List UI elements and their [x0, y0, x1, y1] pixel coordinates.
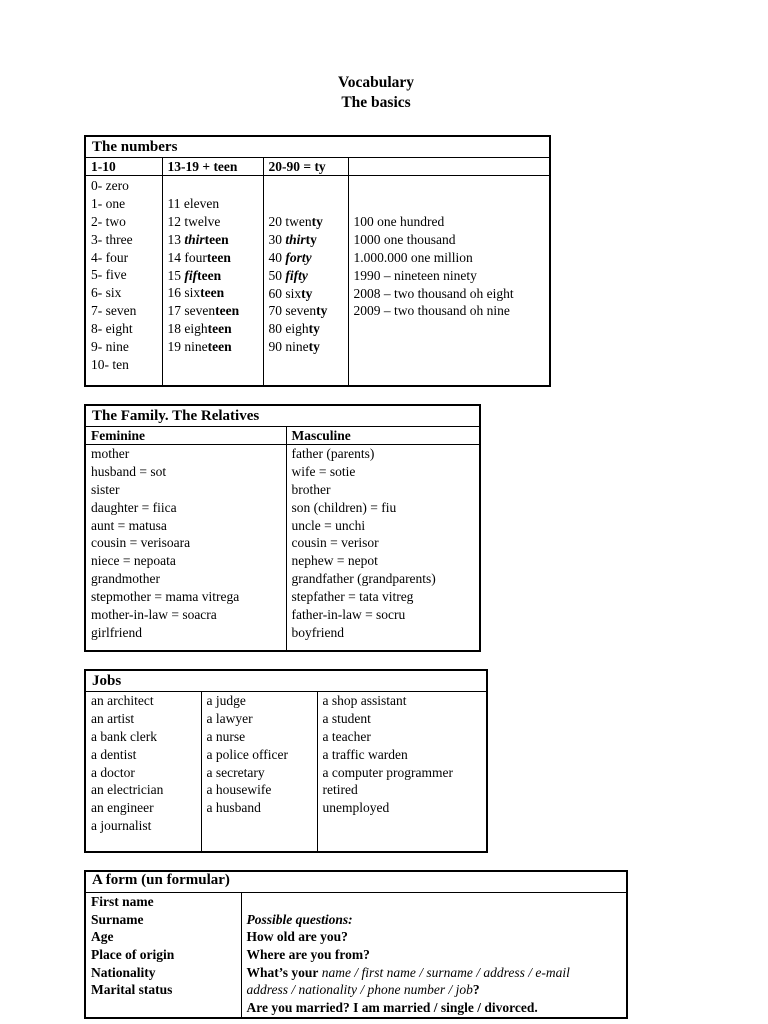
number-item: 13 thirteen [167, 231, 229, 247]
question-whats-your-cont: address / nationality / phone number / job? [246, 982, 480, 998]
number-item: 1.000.000 one million [353, 249, 473, 265]
family-item: mother-in-law = soacra [91, 607, 217, 623]
document-title: Vocabulary [337, 74, 415, 91]
jobs-caption: Jobs [85, 670, 487, 692]
form-label-marital-status: Marital status [91, 982, 173, 998]
number-item: 17 seventeen [167, 303, 240, 319]
number-item: 30 thirty [268, 231, 317, 247]
job-item: an architect [91, 693, 154, 708]
job-item: a computer programmer [322, 764, 453, 780]
family-item: grandmother [91, 571, 160, 587]
family-col-feminine [85, 445, 286, 652]
number-item: 1990 – nineteen ninety [353, 267, 477, 283]
number-item: 12 twelve [167, 213, 221, 229]
family-item: niece = nepoata [91, 553, 176, 569]
job-item: a doctor [91, 764, 135, 780]
family-item: mother [91, 446, 130, 461]
job-item: a housewife [206, 782, 272, 798]
form-table [84, 870, 628, 1019]
job-item: a teacher [322, 728, 371, 744]
number-item: 40 forty [268, 249, 312, 265]
number-item: 90 ninety [268, 339, 320, 355]
family-item: sister [91, 481, 120, 497]
job-item: a bank clerk [91, 728, 157, 744]
number-item: 3- three [91, 231, 133, 247]
number-item: 6- six [91, 285, 122, 301]
jobs-col-3 [317, 692, 487, 853]
family-item: father (parents) [291, 446, 375, 461]
number-item: 16 sixteen [167, 285, 225, 301]
family-item: nephew = nepot [291, 553, 378, 569]
job-item: a dentist [91, 746, 137, 762]
numbers-col-large [348, 176, 550, 387]
number-item: 1- one [91, 195, 126, 211]
form-label-surname: Surname [91, 911, 144, 927]
job-item: a police officer [206, 746, 288, 762]
number-item: 70 seventy [268, 303, 328, 319]
number-item: 18 eighteen [167, 321, 232, 337]
numbers-header-empty [348, 158, 550, 176]
numbers-col-units [85, 176, 162, 387]
job-item: an artist [91, 710, 135, 726]
numbers-table [84, 135, 551, 387]
family-header-masculine: Masculine [286, 427, 480, 445]
number-item: 100 one hundred [353, 214, 445, 229]
family-caption: The Family. The Relatives [85, 405, 480, 427]
possible-questions-heading: Possible questions: [246, 911, 353, 927]
number-item: 20 twenty [268, 214, 323, 229]
job-item: a shop assistant [322, 693, 407, 708]
number-item: 10- ten [91, 356, 129, 372]
family-item: grandfather (grandparents) [291, 571, 436, 587]
numbers-col-tens [263, 176, 348, 387]
form-label-nationality: Nationality [91, 964, 156, 980]
number-item: 4- four [91, 249, 129, 265]
form-questions [241, 893, 627, 1018]
family-item: aunt = matusa [91, 517, 167, 533]
numbers-caption: The numbers [85, 136, 550, 158]
family-item: boyfriend [291, 624, 344, 640]
family-item: brother [291, 481, 331, 497]
number-item: 50 fifty [268, 267, 308, 283]
number-item: 80 eighty [268, 321, 320, 337]
family-item: cousin = verisoara [91, 535, 191, 551]
family-item: stepfather = tata vitreg [291, 589, 414, 605]
number-item: 19 nineteen [167, 339, 232, 355]
question-whats-your: What’s your name / first name / surname / address / e-mail [246, 964, 570, 980]
family-item: uncle = unchi [291, 517, 366, 533]
family-item: husband = sot [91, 463, 167, 479]
numbers-header-ty: 20-90 = ty [263, 158, 348, 176]
job-item: a secretary [206, 764, 265, 780]
jobs-col-1 [85, 692, 201, 853]
family-item: girlfriend [91, 624, 142, 640]
family-header-feminine: Feminine [85, 427, 286, 445]
form-label-first-name: First name [91, 894, 154, 909]
job-item: a student [322, 710, 371, 726]
question-age: How old are you? [246, 929, 348, 945]
job-item: an electrician [91, 782, 164, 798]
job-item: an engineer [91, 800, 154, 816]
job-item: a traffic warden [322, 746, 408, 762]
form-caption: A form (un formular) [85, 871, 627, 893]
job-item: a husband [206, 800, 261, 816]
family-item: stepmother = mama vitrega [91, 589, 240, 605]
form-label-age: Age [91, 929, 114, 945]
numbers-header-teen: 13-19 + teen [162, 158, 263, 176]
number-item: 15 fifteen [167, 267, 222, 283]
form-label-place-of-origin: Place of origin [91, 947, 175, 963]
number-item: 7- seven [91, 303, 137, 319]
number-item: 2009 – two thousand oh nine [353, 303, 510, 319]
family-item: daughter = fiica [91, 499, 177, 515]
job-item: a judge [206, 693, 246, 708]
jobs-table [84, 669, 488, 853]
family-col-masculine [286, 445, 480, 652]
number-item: 2- two [91, 213, 126, 229]
document-subtitle: The basics [341, 94, 411, 111]
number-item: 0- zero [91, 178, 129, 193]
number-item: 8- eight [91, 321, 133, 337]
job-item: a lawyer [206, 710, 253, 726]
number-item: 9- nine [91, 339, 129, 355]
number-item: 11 eleven [167, 196, 220, 211]
job-item: unemployed [322, 800, 390, 816]
job-item: a nurse [206, 728, 246, 744]
number-item: 1000 one thousand [353, 231, 456, 247]
family-table [84, 404, 481, 652]
number-item: 14 fourteen [167, 249, 231, 265]
job-item: a journalist [91, 818, 152, 834]
numbers-col-teens [162, 176, 263, 387]
number-item: 60 sixty [268, 285, 313, 301]
question-married: Are you married? I am married / single / divorced. [246, 1000, 538, 1016]
number-item: 5- five [91, 267, 127, 283]
family-item: father-in-law = socru [291, 607, 406, 623]
jobs-col-2 [201, 692, 317, 853]
question-origin: Where are you from? [246, 947, 370, 963]
number-item: 2008 – two thousand oh eight [353, 285, 514, 301]
family-item: cousin = verisor [291, 535, 379, 551]
family-item: wife = sotie [291, 463, 356, 479]
family-item: son (children) = fiu [291, 499, 397, 515]
job-item: retired [322, 782, 358, 798]
numbers-header-1-10: 1-10 [85, 158, 162, 176]
form-labels [85, 893, 241, 1018]
